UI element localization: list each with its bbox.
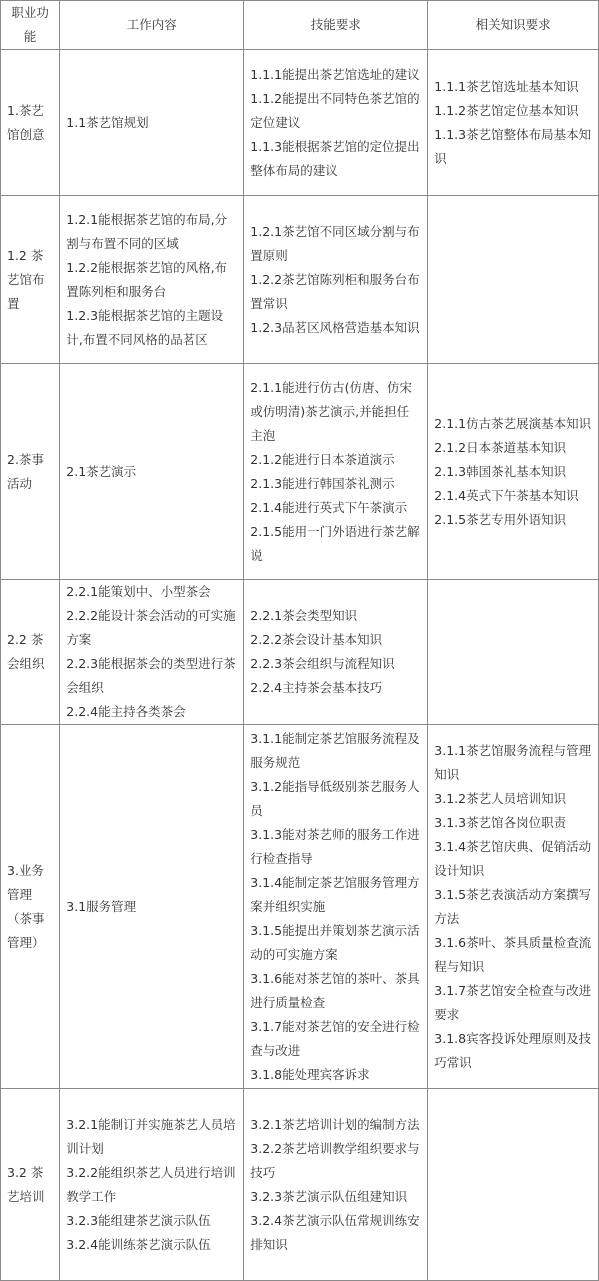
table-row [1, 50, 599, 196]
table-body [1, 50, 599, 1281]
content-item: 2.2.3能根据茶会的类型进行茶会组织 [66, 656, 236, 695]
cell-content [60, 1089, 244, 1281]
skills-item: 1.1.3能根据茶艺馆的定位提出整体布局的建议 [250, 138, 420, 178]
knowledge-item: 1.1.3茶艺馆整体布局基本知识 [434, 126, 592, 166]
knowledge-item: 3.1.5茶艺表演活动方案撰写方法 [434, 886, 592, 926]
skills-item: 2.1.1能进行仿古(仿唐、仿宋或仿明清)茶艺演示,并能担任主泡 [250, 379, 412, 443]
skills-item: 3.1.3能对茶艺师的服务工作进行检查指导 [250, 826, 420, 866]
cell-function: 2.2 茶会组织 [1, 580, 60, 725]
cell-function: 2.茶事活动 [1, 364, 60, 580]
content-item: 3.1服务管理 [66, 898, 137, 914]
table-row [1, 196, 599, 364]
skills-item: 3.1.8能处理宾客诉求 [250, 1066, 370, 1082]
header-content: 工作内容 [60, 1, 244, 50]
cell-knowledge [428, 196, 599, 364]
cell-content [60, 725, 244, 1089]
knowledge-item: 1.1.1茶艺馆选址基本知识 [434, 78, 579, 94]
skills-item: 3.1.4能制定茶艺馆服务管理方案并组织实施 [250, 874, 420, 914]
knowledge-item: 3.1.3茶艺馆各岗位职责 [434, 814, 567, 830]
knowledge-item: 1.1.2茶艺馆定位基本知识 [434, 102, 579, 118]
cell-content [60, 50, 244, 196]
content-item: 3.2.3能组建茶艺演示队伍 [66, 1212, 211, 1228]
knowledge-item: 2.1.1仿古茶艺展演基本知识 [434, 415, 592, 431]
content-item: 2.1茶艺演示 [66, 463, 137, 479]
knowledge-item: 3.1.8宾客投诉处理原则及技巧常识 [434, 1030, 592, 1070]
knowledge-item: 3.1.4茶艺馆庆典、促销活动设计知识 [434, 838, 592, 878]
cell-knowledge [428, 580, 599, 725]
skills-item: 3.2.1茶艺培训计划的编制方法 [250, 1116, 420, 1132]
skills-item: 2.1.4能进行英式下午茶演示 [250, 499, 408, 515]
cell-knowledge [428, 725, 599, 1089]
header-skills: 技能要求 [244, 1, 428, 50]
content-item: 1.1茶艺馆规划 [66, 114, 149, 130]
table-row [1, 364, 599, 580]
cell-function: 3.业务管理（茶事管理） [1, 725, 60, 1089]
knowledge-item: 2.1.2日本茶道基本知识 [434, 439, 567, 455]
knowledge-item: 3.1.2茶艺人员培训知识 [434, 790, 567, 806]
skills-item: 1.2.2茶艺馆陈列柜和服务台布置常识 [250, 271, 420, 311]
skills-item: 1.1.2能提出不同特色茶艺馆的定位建议 [250, 90, 420, 130]
content-item: 3.2.1能制订并实施茶艺人员培训计划 [66, 1116, 236, 1156]
knowledge-item: 2.1.3韩国茶礼基本知识 [434, 463, 567, 479]
cell-function: 1.茶艺馆创意 [1, 50, 60, 196]
table-row [1, 725, 599, 1089]
cell-skills [244, 725, 428, 1089]
skills-item: 3.2.4茶艺演示队伍常规训练安排知识 [250, 1212, 420, 1252]
skills-item: 2.1.3能进行韩国茶礼测示 [250, 475, 395, 491]
cell-knowledge [428, 50, 599, 196]
skills-item: 1.2.1茶艺馆不同区域分割与布置原则 [250, 223, 420, 263]
header-knowledge: 相关知识要求 [428, 1, 599, 50]
cell-function: 1.2 茶艺馆布置 [1, 196, 60, 364]
skills-item: 3.2.2茶艺培训教学组织要求与技巧 [250, 1140, 420, 1180]
cell-function: 3.2 茶艺培训 [1, 1089, 60, 1281]
skills-item: 3.2.3茶艺演示队伍组建知识 [250, 1188, 408, 1204]
cell-skills [244, 196, 428, 364]
content-item: 1.2.2能根据茶艺馆的风格,布置陈列柜和服务台 [66, 259, 228, 299]
content-item: 3.2.2能组织茶艺人员进行培训教学工作 [66, 1164, 236, 1204]
header-function: 职业功能 [1, 1, 60, 50]
knowledge-item: 2.1.4英式下午茶基本知识 [434, 487, 579, 503]
cell-skills [244, 1089, 428, 1281]
cell-content [60, 364, 244, 580]
content-item: 1.2.1能根据茶艺馆的布局,分割与布置不同的区域 [66, 211, 228, 251]
cell-skills [244, 364, 428, 580]
skills-item: 3.1.2能指导低级别茶艺服务人员 [250, 778, 420, 818]
skills-item: 3.1.6能对茶艺馆的茶叶、茶具进行质量检查 [250, 970, 420, 1010]
content-item: 2.2.4能主持各类茶会 [66, 704, 186, 719]
skills-item: 3.1.1能制定茶艺馆服务流程及服务规范 [250, 730, 420, 770]
cell-content [60, 196, 244, 364]
table-row [1, 580, 599, 725]
skills-item: 1.2.3品茗区风格营造基本知识 [250, 319, 420, 335]
skills-item: 2.2.3茶会组织与流程知识 [250, 656, 395, 671]
cell-skills [244, 580, 428, 725]
cell-content [60, 580, 244, 725]
skills-item: 2.1.5能用一门外语进行茶艺解说 [250, 523, 420, 563]
knowledge-item: 3.1.6茶叶、茶具质量检查流程与知识 [434, 934, 592, 974]
skills-item: 1.1.1能提出茶艺馆选址的建议 [250, 66, 420, 82]
cell-knowledge [428, 1089, 599, 1281]
skills-item: 3.1.5能提出并策划茶艺演示活动的可实施方案 [250, 922, 420, 962]
table-row [1, 1089, 599, 1281]
content-item: 1.2.3能根据茶艺馆的主题设计,布置不同风格的品茗区 [66, 307, 224, 347]
content-item: 3.2.4能训练茶艺演示队伍 [66, 1236, 211, 1252]
cell-skills [244, 50, 428, 196]
skills-item: 3.1.7能对茶艺馆的安全进行检查与改进 [250, 1018, 420, 1058]
skills-item: 2.2.2茶会设计基本知识 [250, 632, 383, 647]
knowledge-item: 2.1.5茶艺专用外语知识 [434, 511, 567, 527]
skills-item: 2.1.2能进行日本茶道演示 [250, 451, 395, 467]
header-row [1, 1, 599, 50]
content-item: 2.2.2能设计茶会活动的可实施方案 [66, 608, 236, 647]
content-item: 2.2.1能策划中、小型茶会 [66, 584, 211, 599]
knowledge-item: 3.1.1茶艺馆服务流程与管理知识 [434, 742, 592, 782]
cell-knowledge [428, 364, 599, 580]
skills-item: 2.2.4主持茶会基本技巧 [250, 680, 383, 695]
skills-item: 2.2.1茶会类型知识 [250, 608, 358, 623]
knowledge-item: 3.1.7茶艺馆安全检查与改进要求 [434, 982, 592, 1022]
